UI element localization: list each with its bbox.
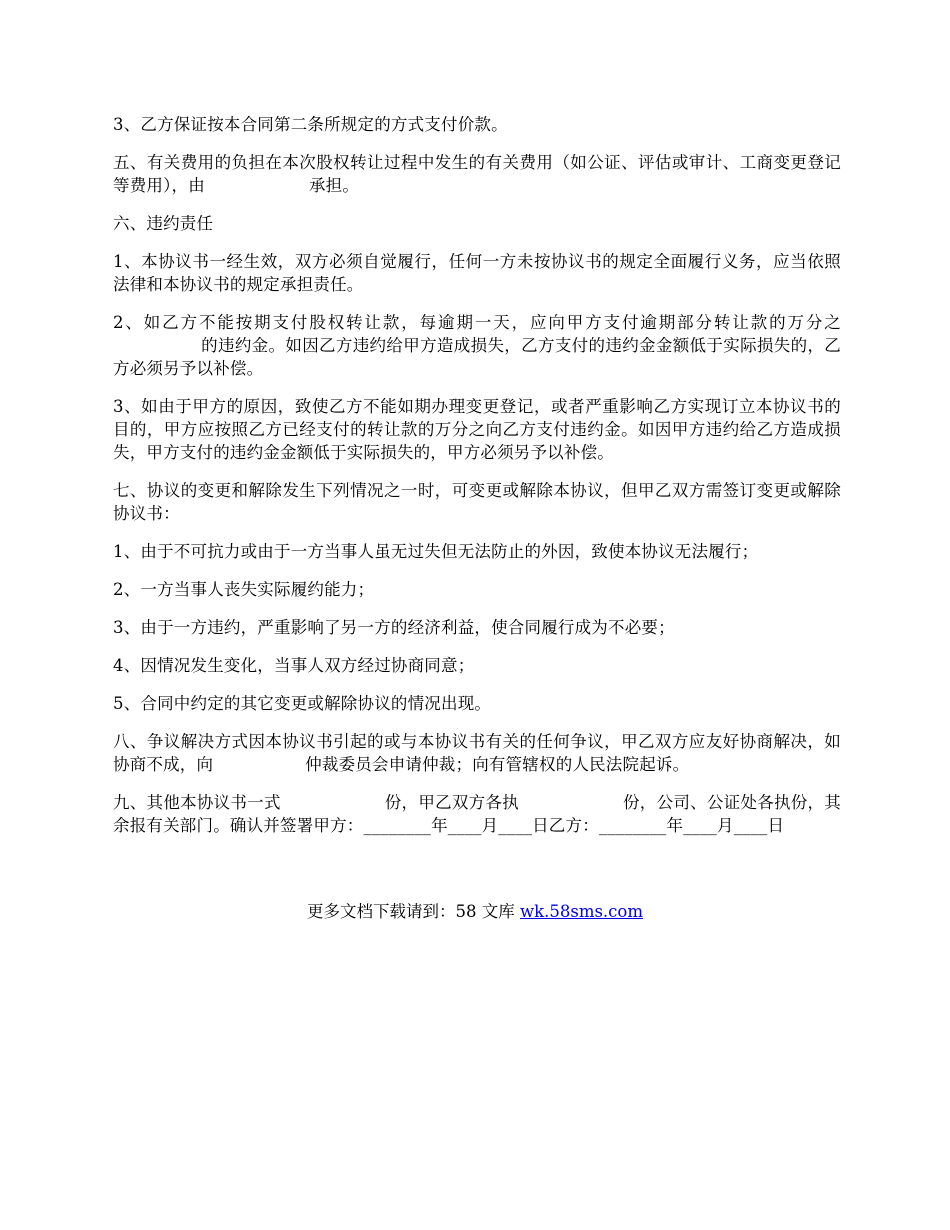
clause-7-1: 1、由于不可抗力或由于一方当事人虽无过失但无法防止的外因，致使本协议无法履行； (113, 542, 759, 561)
clause-7-4: 4、因情况发生变化，当事人双方经过协商同意； (113, 656, 475, 675)
footer-prefix: 更多文档下载请到：58 文库 (306, 902, 520, 921)
section-8-dispute (113, 730, 841, 776)
section-9-text-end: 份，公司、公证处各执份，其余报有关部门。确认并签署甲方：________年____月____日乙方：________年____月____日 (113, 793, 841, 835)
section-8-text-end: 仲裁委员会申请仲裁；向有管辖权的人民法院起诉。 (305, 755, 690, 774)
clause-7-5: 5、合同中约定的其它变更或解除协议的情况出现。 (113, 694, 492, 713)
section-5-fees (113, 151, 841, 197)
section-9-other (113, 791, 841, 837)
clause-3-payment: 3、乙方保证按本合同第二条所规定的方式支付价款。 (113, 115, 508, 134)
footer-link[interactable]: wk.58sms.com (519, 902, 643, 921)
section-9-text-mid: 份，甲乙双方各执 (384, 793, 519, 812)
document-body (113, 113, 841, 852)
clause-6-2-text: 2、如乙方不能按期支付股权转让款，每逾期一天，应向甲方支付逾期部分转让款的万分之 (113, 313, 841, 332)
clause-6-2 (113, 311, 841, 380)
section-6-heading: 六、违约责任 (113, 214, 214, 233)
section-7-heading: 七、协议的变更和解除发生下列情况之一时，可变更或解除本协议，但甲乙双方需签订变更或解除协议书： (113, 481, 841, 523)
section-8-text: 八、争议解决方式因本协议书引起的或与本协议书有关的任何争议，甲乙双方应友好协商解决，如协商不成，向 (113, 732, 841, 774)
section-5-text-end: 承担。 (308, 176, 360, 195)
clause-7-2: 2、一方当事人丧失实际履约能力； (113, 580, 375, 599)
clause-6-1: 1、本协议书一经生效，双方必须自觉履行，任何一方未按协议书的规定全面履行义务，应当依照法律和本协议书的规定承担责任。 (113, 252, 841, 294)
clause-6-3: 3、如由于甲方的原因，致使乙方不能如期办理变更登记，或者严重影响乙方实现订立本协议书的目的，甲方应按照乙方已经支付的转让款的万分之向乙方支付违约金。如因甲方违约给乙方造成损失，甲方支付的违约金金额低于实际损失的，甲方必须另予以补偿。 (113, 397, 841, 462)
section-9-text: 九、其他本协议书一式 (113, 793, 281, 812)
clause-6-2-text-end: 的违约金。如因乙方违约给甲方造成损失，乙方支付的违约金金额低于实际损失的，乙方必须另予以补偿。 (113, 336, 841, 378)
section-5-text: 五、有关费用的负担在本次股权转让过程中发生的有关费用（如公证、评估或审计、工商变更登记等费用），由 (113, 153, 841, 195)
download-footer (0, 900, 950, 923)
clause-7-3: 3、由于一方违约，严重影响了另一方的经济利益，使合同履行成为不必要； (113, 618, 675, 637)
